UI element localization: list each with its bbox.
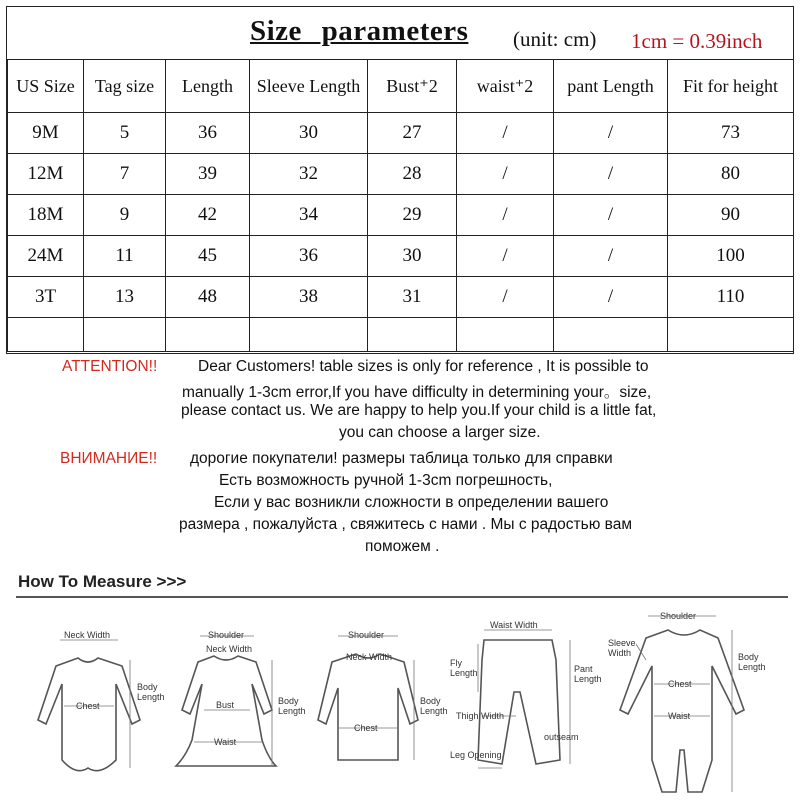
table-cell: /	[554, 236, 668, 277]
chart-title: Size parameters	[250, 15, 469, 47]
table-cell: 31	[368, 277, 457, 318]
table-cell: 45	[166, 236, 250, 277]
fly-length-label: Fly	[450, 658, 462, 668]
bust-label: Bust	[216, 700, 235, 710]
table-cell: /	[457, 277, 554, 318]
chest-label: Chest	[354, 723, 378, 733]
table-cell	[554, 318, 668, 352]
shoulder-label: Shoulder	[208, 630, 245, 640]
table-cell: /	[554, 154, 668, 195]
table-cell: 13	[84, 277, 166, 318]
pant-length-label: Length	[574, 674, 602, 684]
table-row	[8, 154, 794, 195]
neck-width-label: Neck Width	[206, 644, 253, 654]
attention-label: ATTENTION!!	[62, 358, 158, 375]
table-cell: /	[554, 277, 668, 318]
table-cell	[368, 318, 457, 352]
table-cell: 36	[166, 113, 250, 154]
header-tag-size: Tag size	[84, 60, 166, 113]
table-cell	[8, 318, 84, 352]
waist-label: Waist	[668, 711, 691, 721]
table-cell: 34	[250, 195, 368, 236]
attention-ru-line: дорогие покупатели! размеры таблица только для справки	[190, 450, 613, 467]
table-cell: 28	[368, 154, 457, 195]
table-cell: /	[554, 113, 668, 154]
table-cell: 36	[250, 236, 368, 277]
table-cell	[457, 318, 554, 352]
table-row	[8, 277, 794, 318]
table-cell: 90	[668, 195, 794, 236]
table-cell: 18M	[8, 195, 84, 236]
attention-ru-line: Если у вас возникли сложности в определении вашего	[214, 494, 609, 511]
tee-diagram	[318, 630, 448, 760]
unit-note: (unit: cm)	[513, 27, 597, 51]
pants-diagram	[450, 620, 602, 768]
table-cell: 73	[668, 113, 794, 154]
shoulder-label: Shoulder	[348, 630, 385, 640]
table-cell: /	[554, 195, 668, 236]
fly-length-label: Length	[450, 668, 478, 678]
table-cell	[166, 318, 250, 352]
table-cell: 80	[668, 154, 794, 195]
header-us-size: US Size	[8, 60, 84, 113]
table-cell: 27	[368, 113, 457, 154]
dress-diagram	[176, 630, 306, 766]
attention-line: manually 1-3cm error,If you have difficulty in determining your。size,	[182, 384, 652, 401]
attention-ru-line: поможем .	[365, 538, 440, 555]
title-row	[7, 7, 793, 60]
table-cell: 30	[250, 113, 368, 154]
waist-label: Waist	[214, 737, 237, 747]
attention-ru-line: Есть возможность ручной 1-3cm погрешность,	[219, 472, 553, 489]
body-length-label: Length	[738, 662, 766, 672]
table-cell: 48	[166, 277, 250, 318]
table-cell: 5	[84, 113, 166, 154]
body-length-label: Length	[278, 706, 306, 716]
attention-line: please contact us. We are happy to help you.If your child is a little fat,	[181, 402, 657, 419]
header-waist: waist⁺2	[457, 60, 554, 113]
attention-ru-label: ВНИМАНИЕ!!	[60, 450, 158, 467]
table-cell: 9M	[8, 113, 84, 154]
body-length-label: Body	[738, 652, 759, 662]
table-cell: /	[457, 236, 554, 277]
table-row	[8, 113, 794, 154]
neck-width-label: Neck Width	[346, 652, 393, 662]
conversion-note: 1cm = 0.39inch	[631, 29, 763, 53]
table-cell: 100	[668, 236, 794, 277]
table-cell: 110	[668, 277, 794, 318]
neck-width-label: Neck Width	[64, 630, 111, 640]
romper-diagram	[608, 611, 766, 792]
measure-diagrams	[0, 600, 800, 800]
size-chart-frame	[6, 6, 794, 354]
chest-label: Chest	[76, 701, 100, 711]
attention-line: Dear Customers! table sizes is only for reference , It is possible to	[198, 358, 649, 375]
header-bust: Bust⁺2	[368, 60, 457, 113]
how-to-measure-heading: How To Measure >>>	[18, 572, 187, 591]
table-header-row	[8, 60, 794, 113]
attention-line: you can choose a larger size.	[339, 424, 541, 441]
table-cell: 29	[368, 195, 457, 236]
shoulder-label: Shoulder	[660, 611, 697, 621]
body-length-label: Body	[420, 696, 441, 706]
header-sleeve-length: Sleeve Length	[250, 60, 368, 113]
table-row	[8, 318, 794, 352]
table-cell: /	[457, 113, 554, 154]
table-cell: 42	[166, 195, 250, 236]
leg-opening-label: Leg Opening	[450, 750, 502, 760]
table-cell: 39	[166, 154, 250, 195]
bodysuit-diagram	[38, 630, 165, 771]
table-cell: /	[457, 154, 554, 195]
header-pant-length: pant Length	[554, 60, 668, 113]
body-length-label: Body	[137, 682, 158, 692]
table-cell: 30	[368, 236, 457, 277]
pant-length-label: Pant	[574, 664, 593, 674]
header-fit-for-height: Fit for height	[668, 60, 794, 113]
body-length-label: Length	[137, 692, 165, 702]
table-cell: 38	[250, 277, 368, 318]
table-cell	[84, 318, 166, 352]
header-length: Length	[166, 60, 250, 113]
body-length-label: Length	[420, 706, 448, 716]
table-row	[8, 236, 794, 277]
thigh-width-label: Thigh Width	[456, 711, 505, 721]
table-cell: /	[457, 195, 554, 236]
sleeve-width-label: Width	[608, 648, 632, 658]
chest-label: Chest	[668, 679, 692, 689]
sleeve-width-label: Sleeve	[608, 638, 636, 648]
waist-width-label: Waist Width	[490, 620, 538, 630]
table-cell: 24M	[8, 236, 84, 277]
table-cell: 32	[250, 154, 368, 195]
table-cell	[250, 318, 368, 352]
table-cell: 7	[84, 154, 166, 195]
table-row	[8, 195, 794, 236]
outseam-label: outseam	[544, 732, 579, 742]
table-cell: 11	[84, 236, 166, 277]
table-cell: 12M	[8, 154, 84, 195]
size-table	[7, 59, 794, 352]
table-cell: 3T	[8, 277, 84, 318]
attention-ru-line: размера , пожалуйста , свяжитесь с нами . Мы с радостью вам	[179, 516, 632, 533]
body-length-label: Body	[278, 696, 299, 706]
table-cell: 9	[84, 195, 166, 236]
section-divider	[16, 596, 788, 598]
table-cell	[668, 318, 794, 352]
